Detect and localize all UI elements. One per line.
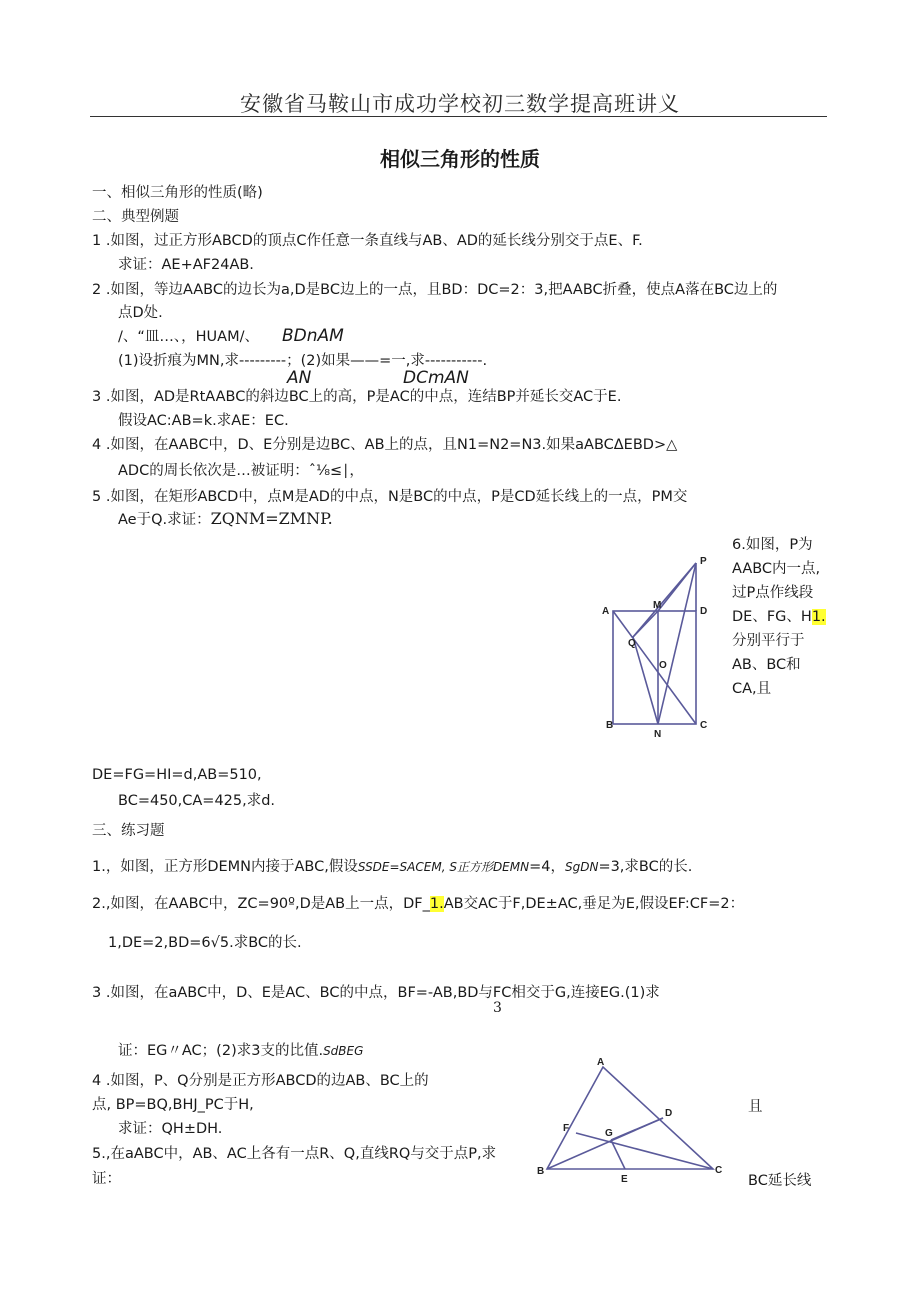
section-3-heading: 三、练习题 (92, 823, 165, 839)
fig2-label-f: F (563, 1123, 570, 1134)
section-1-heading: 一、相似三角形的性质(略) (92, 185, 263, 201)
problem-5-line-1: 5 .如图，在矩形ABCD中，点M是AD的中点，N是BC的中点，P是CD延长线上的一点，PM交 (92, 489, 688, 505)
exercise-2-text-2: AB交AC于F,DE±AC,垂足为E,假设EF:CF=2： (443, 896, 745, 912)
problem-4-line-1: 4 .如图，在AABC中，D、E分别是边BC、AB上的点，且N1=N2=N3.如果aABCΔEBD>△ (92, 437, 678, 453)
exercise-2-text: 2.,如图，在AABC中，ZC=90º,D是AB上一点，DF_ (92, 896, 430, 912)
page-header: 安徽省马鞍山市成功学校初三数学提高班讲义 (240, 92, 680, 116)
exercise-5-side-text: BC延长线 (748, 1173, 812, 1189)
problem-6-line-3: 过P点作线段 (732, 585, 814, 601)
problem-3-line-1: 3 .如图，AD是RtAABC的斜边BC上的高，P是AC的中点，连结BP并延长交AC于E. (92, 389, 622, 405)
fig2-label-a: A (597, 1057, 605, 1068)
problem-6-line-2: AABC内一点, (732, 561, 821, 577)
problem-6-line-5: 分别平行于 (732, 633, 805, 649)
exercise-4-side-text: 且 (748, 1099, 763, 1115)
exercise-5-line-2: 证： (92, 1171, 121, 1187)
rectangle-figure (600, 552, 725, 742)
exercise-1-formula-2: SgDN (564, 860, 599, 874)
problem-2-line-3: /、“皿…、，HUAM/、 (118, 329, 259, 345)
problem-6-line-1: 6.如图，P为 (732, 537, 813, 553)
fig2-label-g: G (605, 1128, 613, 1139)
exercise-1-text: 1.，如图，正方形DEMN内接于ABC,假设 (92, 859, 358, 875)
exercise-3-line-2 (118, 1042, 363, 1060)
exercise-2-line-1 (92, 895, 744, 913)
problem-6-highlight: 1. (811, 609, 826, 625)
problem-1-line-2: 求证：AE+AF24AB. (118, 257, 254, 273)
exercise-3-text: 证：EG〃AC；(2)求3支的比值. (118, 1043, 324, 1059)
problem-3-line-2: 假设AC:AB=k.求AE：EC. (118, 413, 289, 429)
problem-2-line-1: 2 .如图，等边AABC的边长为a,D是BC边上的一点，且BD：DC=2：3,把AABC折叠，使点A落在BC边上的 (92, 282, 778, 298)
problem-2-fraction-denominator-2: DCmAN (403, 368, 469, 388)
problem-6-line-4 (732, 608, 826, 626)
problem-6-line-4-text: DE、FG、H (732, 609, 812, 625)
problem-6-line-7: CA,且 (732, 681, 772, 697)
exercise-1-formula-1: SSDE=SACEM, S正方形DEMN (357, 860, 530, 874)
triangle-figure (535, 1052, 730, 1187)
problem-2-line-2: 点D处. (118, 305, 163, 321)
problem-4-line-2: ADC的周长依次是…被证明：ˆ⅛≤∣， (118, 463, 364, 479)
problem-5-formula: ZQNM=ZMNP. (210, 509, 333, 528)
exercise-3-line-1: 3 .如图，在aABC中，D、E是AC、BC的中点，BF=-AB,BD与FC相交于G,连接EG.(1)求 (92, 985, 660, 1001)
problem-2-fraction-denominator-1: AN (287, 368, 312, 388)
exercise-2-highlight: 1. (429, 896, 444, 912)
exercise-2-line-2: 1,DE=2,BD=6√5.求BC的长. (108, 935, 302, 951)
exercise-1-text-2: =4， (529, 859, 565, 875)
problem-2-fraction-numerator: BDnAM (282, 326, 344, 346)
exercise-5-line-1: 5.,在aABC中，AB、AC上各有一点R、Q,直线RQ与交于点P,求 (92, 1146, 497, 1162)
exercise-1-text-3: =3,求BC的长. (598, 859, 693, 875)
problem-1-line-1: 1 .如图，过正方形ABCD的顶点C作任意一条直线与AB、AD的延长线分别交于点E、F. (92, 233, 643, 249)
fig1-label-a: A (602, 606, 610, 617)
exercise-3-denominator: 3 (493, 1000, 502, 1016)
exercise-4-line-1: 4 .如图，P、Q分别是正方形ABCD的边AB、BC上的 (92, 1073, 429, 1089)
problem-5-text: Ae于Q.求证： (118, 512, 211, 528)
exercise-3-formula: SdBEG (323, 1044, 364, 1058)
fig2-label-c: C (715, 1165, 723, 1176)
fig1-label-b: B (606, 720, 614, 731)
fig1-label-p: P (700, 556, 707, 567)
triangle-abc (547, 1067, 713, 1169)
fig1-label-c: C (700, 720, 708, 731)
section-2-heading: 二、典型例题 (92, 209, 179, 225)
fig2-label-d: D (665, 1108, 673, 1119)
fig1-label-n: N (654, 729, 662, 740)
problem-6-cont-2: BC=450,CA=425,求d. (118, 793, 276, 809)
problem-6-line-6: AB、BC和 (732, 657, 801, 673)
fig1-label-q: Q (628, 638, 636, 649)
exercise-1 (92, 858, 692, 876)
problem-2-line-4: (1)设折痕为MN,求---------；(2)如果——=一,求-----------. (118, 353, 488, 369)
fig2-label-b: B (537, 1166, 545, 1177)
problem-5-line-2 (118, 510, 333, 529)
fig1-label-m: M (653, 600, 662, 611)
header-rule (90, 116, 827, 117)
fig1-label-d: D (700, 606, 708, 617)
exercise-4-line-3: 求证：QH±DH. (118, 1121, 223, 1137)
exercise-4-line-2: 点, BP=BQ,BHJ_PC于H, (92, 1097, 254, 1113)
fig2-label-e: E (621, 1174, 628, 1185)
problem-6-cont-1: DE=FG=HI=d,AB=510, (92, 767, 262, 783)
page-title: 相似三角形的性质 (380, 147, 540, 171)
fig1-label-o: O (659, 660, 667, 671)
